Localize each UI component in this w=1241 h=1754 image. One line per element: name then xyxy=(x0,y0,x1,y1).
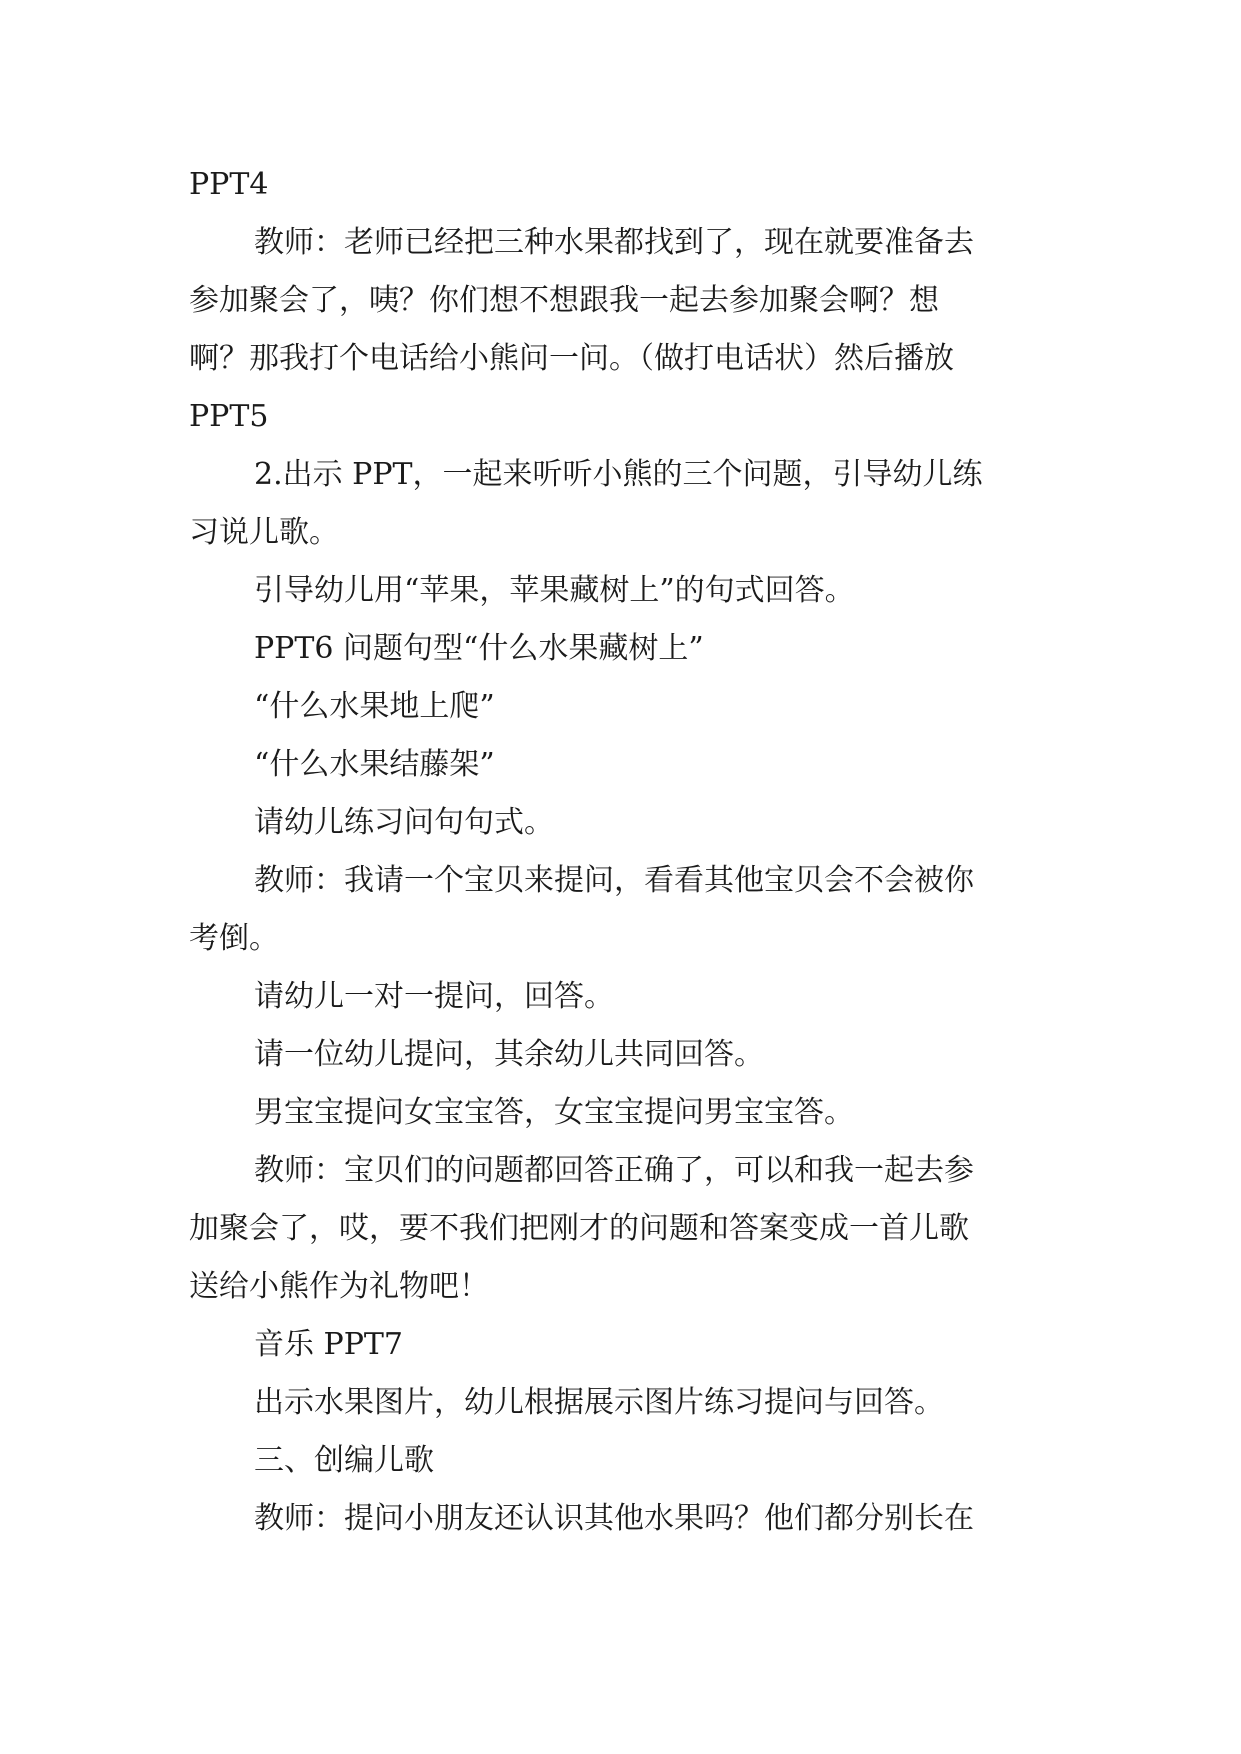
text-line: 考倒。 xyxy=(189,921,279,956)
text-line: PPT6 问题句型“什么水果藏树上” xyxy=(254,631,704,666)
text-line: 引导幼儿用“苹果，苹果藏树上”的句式回答。 xyxy=(254,573,855,608)
text-line: 参加聚会了，咦？你们想不想跟我一起去参加聚会啊？想 xyxy=(189,283,939,318)
text-line: 出示水果图片，幼儿根据展示图片练习提问与回答。 xyxy=(254,1385,944,1420)
text-line: 2.出示 PPT，一起来听听小熊的三个问题，引导幼儿练 xyxy=(254,457,983,492)
text-line: 教师：提问小朋友还认识其他水果吗？他们都分别长在 xyxy=(254,1501,974,1536)
text-line-ppt4: PPT4 xyxy=(189,167,269,202)
text-line: 男宝宝提问女宝宝答，女宝宝提问男宝宝答。 xyxy=(254,1095,854,1130)
text-line: “什么水果结藤架” xyxy=(254,747,495,782)
text-line: “什么水果地上爬” xyxy=(254,689,495,724)
text-line: 教师：我请一个宝贝来提问，看看其他宝贝会不会被你 xyxy=(254,863,974,898)
text-line: 教师：老师已经把三种水果都找到了，现在就要准备去 xyxy=(254,225,974,260)
text-line: 习说儿歌。 xyxy=(189,515,339,550)
text-line: 请幼儿一对一提问，回答。 xyxy=(254,979,614,1014)
text-line: 加聚会了，哎，要不我们把刚才的问题和答案变成一首儿歌 xyxy=(189,1211,969,1246)
text-line-ppt5: PPT5 xyxy=(189,399,269,434)
text-line: 教师：宝贝们的问题都回答正确了，可以和我一起去参 xyxy=(254,1153,974,1188)
text-line: 啊？那我打个电话给小熊问一问。（做打电话状）然后播放 xyxy=(189,341,954,376)
text-line: 送给小熊作为礼物吧！ xyxy=(189,1269,489,1304)
text-line: 请一位幼儿提问，其余幼儿共同回答。 xyxy=(254,1037,764,1072)
text-line: 请幼儿练习问句句式。 xyxy=(254,805,554,840)
text-line: 音乐 PPT7 xyxy=(254,1327,404,1362)
section-heading: 三、创编儿歌 xyxy=(254,1443,434,1478)
